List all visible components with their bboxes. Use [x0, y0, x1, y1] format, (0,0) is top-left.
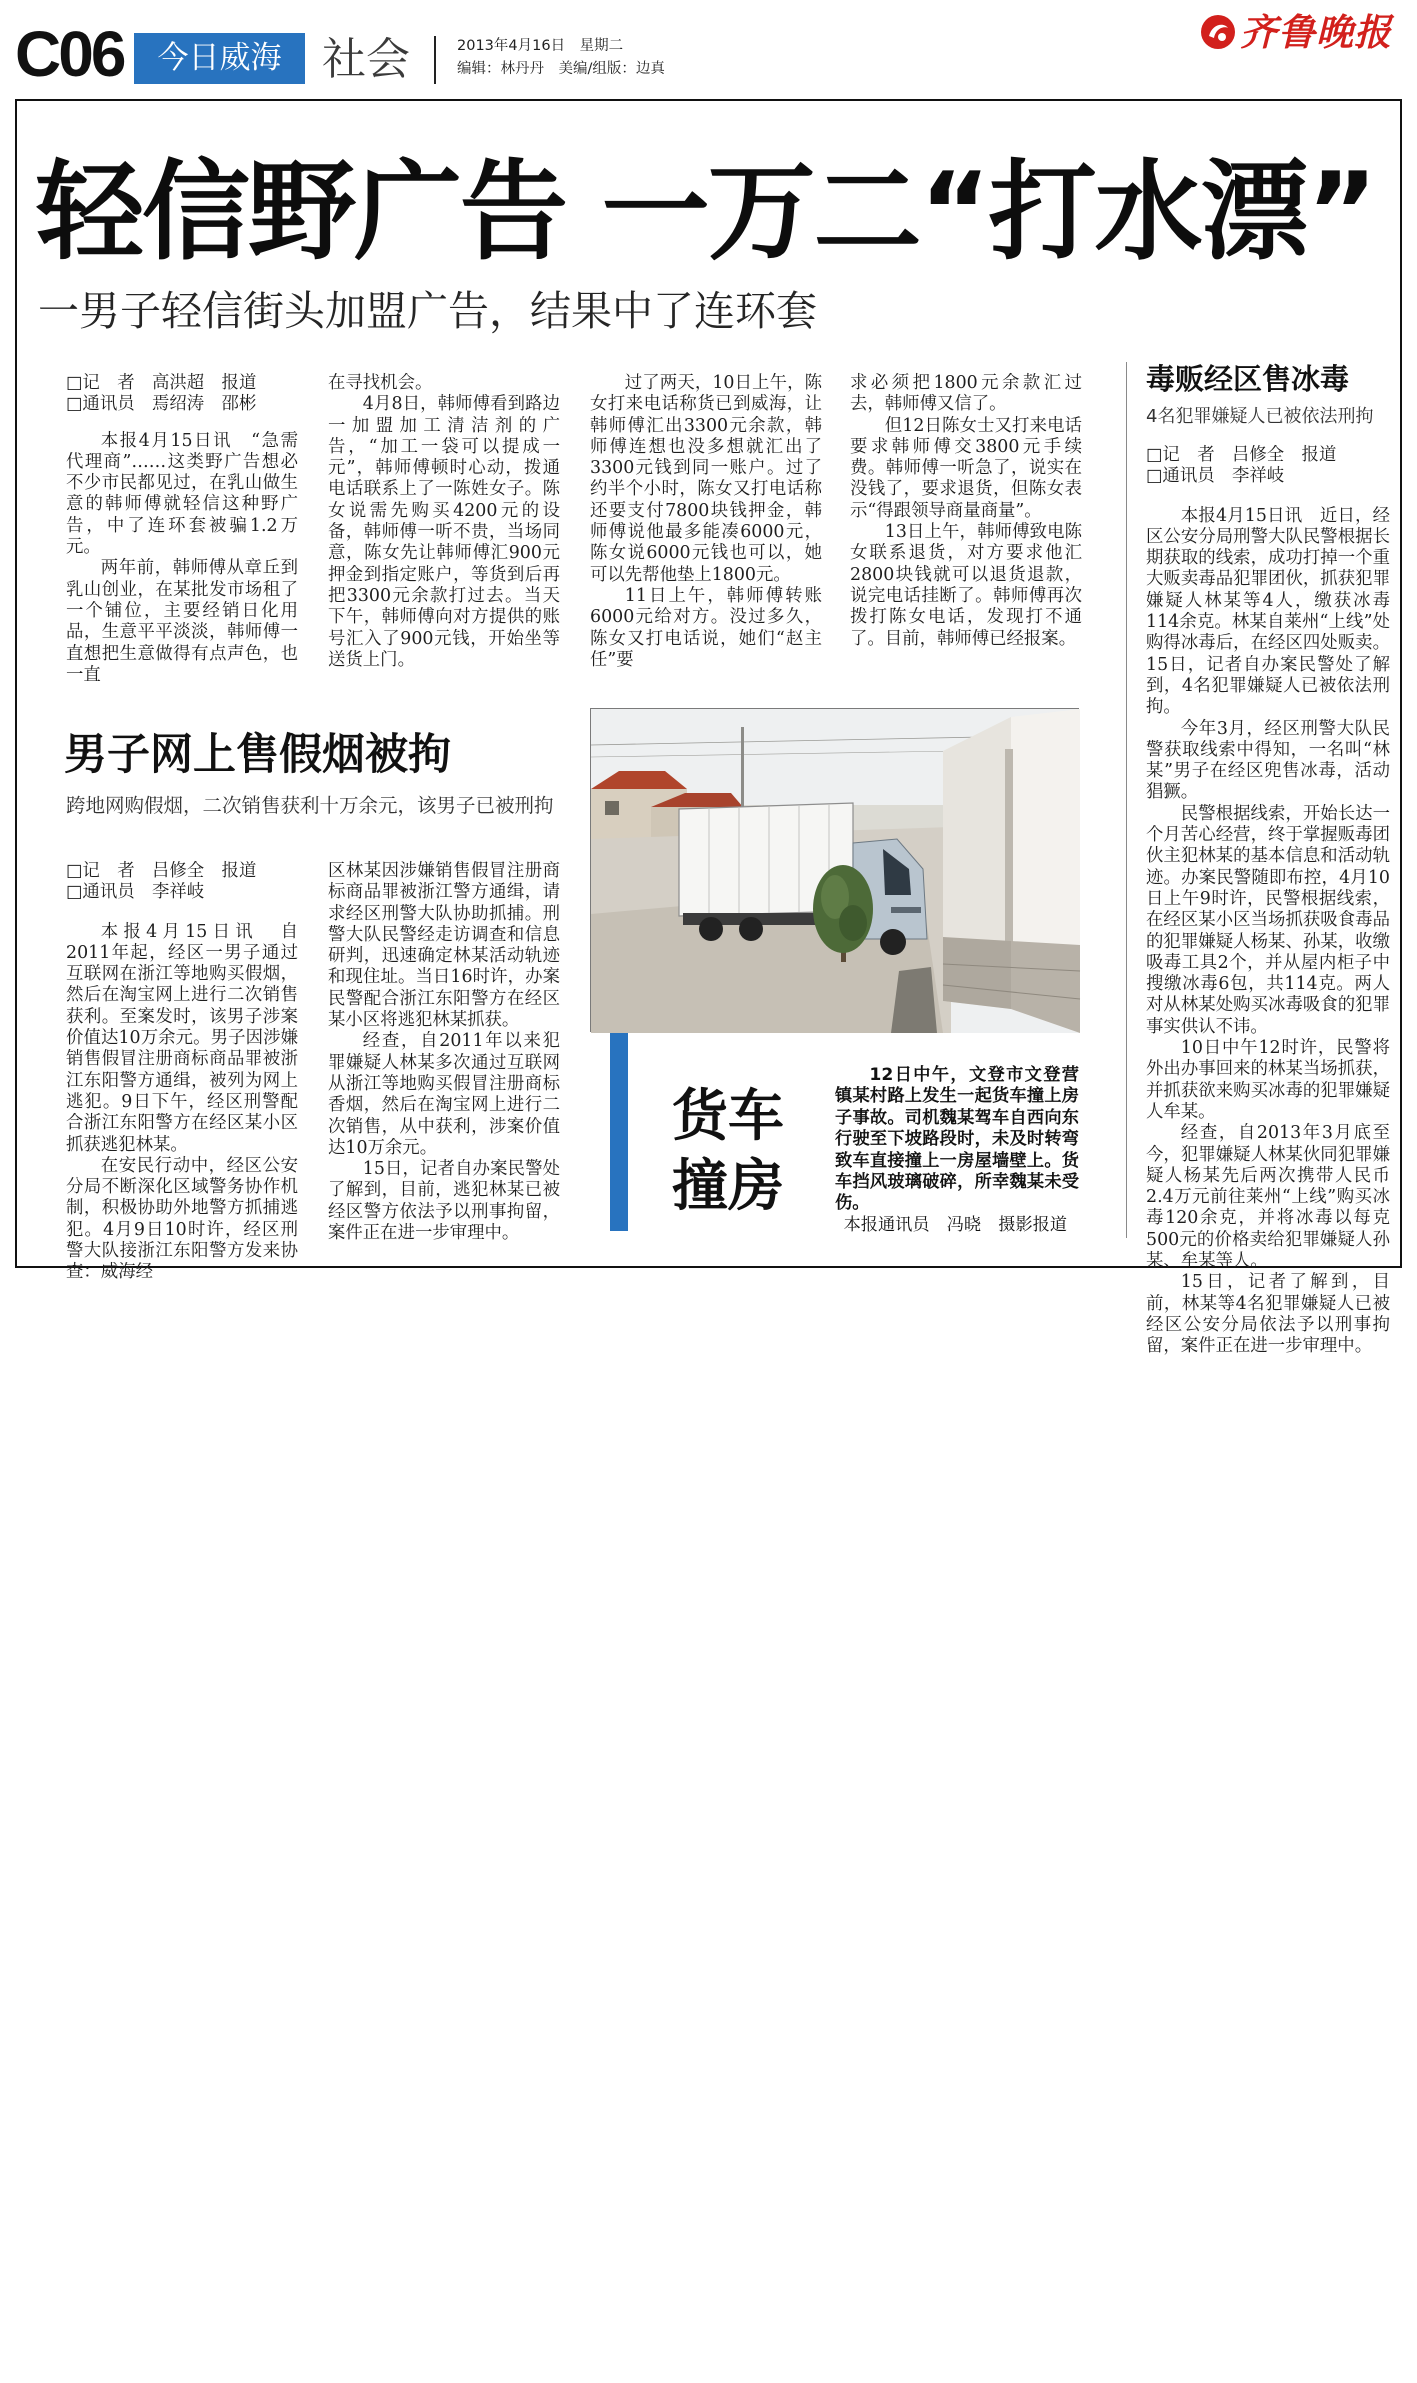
paragraph: 求必须把1800元余款汇过去，韩师傅又信了。	[850, 373, 1082, 415]
paragraph: 15日，记者自办案民警处了解到，目前，逃犯林某已被经区警方依法予以刑事拘留，案件正在进一步审理中。	[328, 1159, 560, 1244]
photo-caption-text: 12日中午，文登市文登营镇某村路上发生一起货车撞上房子事故。司机魏某驾车自西向东行驶至下坡路段时，未及时转弯致车直接撞上一房屋墙壁上。货车挡风玻璃破碎，所幸魏某未受伤。	[835, 1065, 1079, 1214]
second-article-column-2	[328, 861, 560, 1253]
second-article-title: 男子网上售假烟被拘	[64, 730, 451, 780]
main-article-column-3	[590, 373, 822, 670]
photo-accent-bar	[610, 1033, 628, 1231]
sidebar-subtitle: 4名犯罪嫌疑人已被依法刑拘	[1146, 406, 1374, 427]
main-article-column-4	[850, 373, 1082, 665]
main-article-column-1	[66, 373, 298, 685]
photo-caption	[835, 1065, 1079, 1245]
header-divider	[434, 36, 436, 84]
main-headline: 轻信野广告 一万二“打水漂”	[36, 150, 1376, 275]
paragraph: 4月8日，韩师傅看到路边一加盟加工清洁剂的广告，“加工一袋可以提成一元”，韩师傅顿时心动，拨通电话联系上了一陈姓女子。陈女说需先购买4200元的设备，韩师傅一听不贵，当场同意，陈女先让韩师傅汇900元押金到指定账户，等货到后再把3300元余款打过去。当天下午，韩师傅向对方提供的账号汇入了900元钱，开始坐等送货上门。	[328, 394, 560, 670]
section-tag: 今日威海	[134, 33, 305, 84]
paragraph: 本报4月15日讯 近日，经区公安分局刑警大队民警根据长期获取的线索，成功打掉一个重大贩卖毒品犯罪团伙，抓获犯罪嫌疑人林某等4人，缴获冰毒114余克。林某自莱州“上线”处购得冰毒后，在经区四处贩卖。15日，记者自办案民警处了解到，4名犯罪嫌疑人已被依法刑拘。	[1146, 505, 1390, 718]
logo-wordmark: 齐鲁晚报	[1240, 10, 1392, 54]
issue-date: 2013年4月16日 星期二	[457, 38, 624, 54]
byline-reporter: □记 者 吕修全 报道	[66, 861, 257, 881]
qilu-logo-icon	[1200, 14, 1236, 50]
sidebar-divider	[1126, 362, 1127, 1238]
truck-crash-photo	[590, 708, 1079, 1032]
paragraph: 10日中午12时许，民警将外出办事回来的林某当场抓获，并抓获欲来购买冰毒的犯罪嫌疑人牟某。	[1146, 1038, 1390, 1122]
paragraph: 两年前，韩师傅从章丘到乳山创业，在某批发市场租了一个铺位，主要经销日化用品，生意平平淡淡，韩师傅一直想把生意做得有点声色，也一直	[66, 558, 298, 685]
second-article-column-1	[66, 861, 298, 1283]
sidebar-title: 毒贩经区售冰毒	[1146, 362, 1350, 396]
byline-reporter: □记 者 吕修全 报道	[1146, 445, 1337, 465]
paragraph: 在寻找机会。	[328, 373, 433, 393]
main-byline	[66, 373, 298, 416]
paragraph: 本报4月15日讯 自2011年起，经区一男子通过互联网在浙江等地购买假烟，然后在淘宝网上进行二次销售获利。至案发时，该男子涉案价值达10万余元。男子因涉嫌销售假冒注册商标商品罪被浙江东阳警方通缉，被列为网上逃犯。9日下午，经区刑警配合浙江东阳警方在经区某小区抓获逃犯林某。	[66, 921, 298, 1155]
paragraph: 在安民行动中，经区公安分局不断深化区域警务协作机制，积极协助外地警方抓捕逃犯。4月9日10时许，经区刑警大队接浙江东阳警方发来协查：威海经	[66, 1155, 298, 1283]
section-name: 社会	[322, 34, 410, 85]
sidebar-body	[1146, 445, 1390, 1357]
main-article-column-2	[328, 373, 560, 670]
paragraph: 今年3月，经区刑警大队民警获取线索中得知，一名叫“林某”男子在经区兜售冰毒，活动猖獗。	[1146, 718, 1390, 803]
photo-label-line-1: 货车	[672, 1084, 784, 1149]
photo-label-line-2: 撞房	[672, 1154, 784, 1219]
byline-correspondent: □通讯员 李祥岐	[1146, 466, 1285, 487]
byline-correspondent: □通讯员 焉绍涛 邵彬	[66, 394, 257, 415]
editor-credits: 编辑：林丹丹 美编/组版：边真	[457, 61, 665, 77]
page-number: C06	[15, 18, 124, 90]
second-article-subtitle: 跨地网购假烟，二次销售获利十万余元，该男子已被刑拘	[66, 794, 554, 817]
byline-correspondent: □通讯员 李祥岐	[66, 882, 205, 903]
paragraph: 过了两天，10日上午，陈女打来电话称货已到威海，让韩师傅汇出3300元余款，韩师傅连想也没多想就汇出了3300元钱到同一账户。过了约半个小时，陈女又打电话称还要支付7800块钱押金，韩师傅说他最多能凑6000元，陈女说6000元钱也可以，她可以先帮他垫上1800元。	[590, 373, 822, 585]
paragraph: 民警根据线索，开始长达一个月苦心经营，终于掌握贩毒团伙主犯林某的基本信息和活动轨迹。办案民警随即布控，4月10日上午9时许，民警根据线索，在经区某小区当场抓获吸食毒品的犯罪嫌疑人杨某、孙某，收缴吸毒工具2个，并从屋内柜子中搜缴冰毒6包，共114克。两人对从林某处购买冰毒吸食的犯罪事实供认不讳。	[1146, 803, 1390, 1037]
newspaper-logo	[1200, 6, 1402, 58]
paragraph: 经查，自2011年以来犯罪嫌疑人林某多次通过互联网从浙江等地购买假冒注册商标香烟，然后在淘宝网上进行二次销售，从中获利，涉案价值达10万余元。	[328, 1031, 560, 1158]
paragraph: 经查，自2013年3月底至今，犯罪嫌疑人林某伙同犯罪嫌疑人杨某先后两次携带人民币2.4万元前往莱州“上线”购买冰毒120余克，并将冰毒以每克500元的价格卖给犯罪嫌疑人孙某、牟某等人。	[1146, 1123, 1390, 1271]
paragraph: 区林某因涉嫌销售假冒注册商标商品罪被浙江警方通缉，请求经区刑警大队协助抓捕。刑警大队民警经走访调查和信息研判，迅速确定林某活动轨迹和现住址。当日16时许，办案民警配合浙江东阳警方在经区某小区将逃犯林某抓获。	[328, 861, 560, 1031]
byline-reporter: □记 者 高洪超 报道	[66, 373, 257, 393]
photo-scene	[591, 709, 1080, 1033]
main-subheadline: 一男子轻信街头加盟广告，结果中了连环套	[38, 287, 817, 335]
paragraph: 15日，记者了解到，目前，林某等4名犯罪嫌疑人已被经区公安分局依法予以刑事拘留，案件正在进一步审理中。	[1146, 1272, 1390, 1357]
paragraph: 11日上午，韩师傅转账6000元给对方。没过多久，陈女又打电话说，她们“赵主任”要	[590, 585, 822, 670]
paragraph: 但12日陈女士又打来电话要求韩师傅交3800元手续费。韩师傅一听急了，说实在没钱了，要求退货，但陈女表示“得跟领导商量商量”。	[850, 415, 1082, 521]
sidebar-byline	[1146, 445, 1390, 488]
paragraph: 13日上午，韩师傅致电陈女联系退货，对方要求他汇2800块钱就可以退货退款，说完电话挂断了。韩师傅再次拨打陈女电话，发现打不通了。目前，韩师傅已经报案。	[850, 522, 1082, 649]
photo-credit: 本报通讯员 冯晓 摄影报道	[843, 1214, 1068, 1235]
second-article-byline	[66, 861, 298, 904]
paragraph: 本报4月15日讯 “急需代理商”……这类野广告想必不少市民都见过，在乳山做生意的韩师傅就轻信这种野广告，中了连环套被骗1.2万元。	[66, 430, 298, 558]
